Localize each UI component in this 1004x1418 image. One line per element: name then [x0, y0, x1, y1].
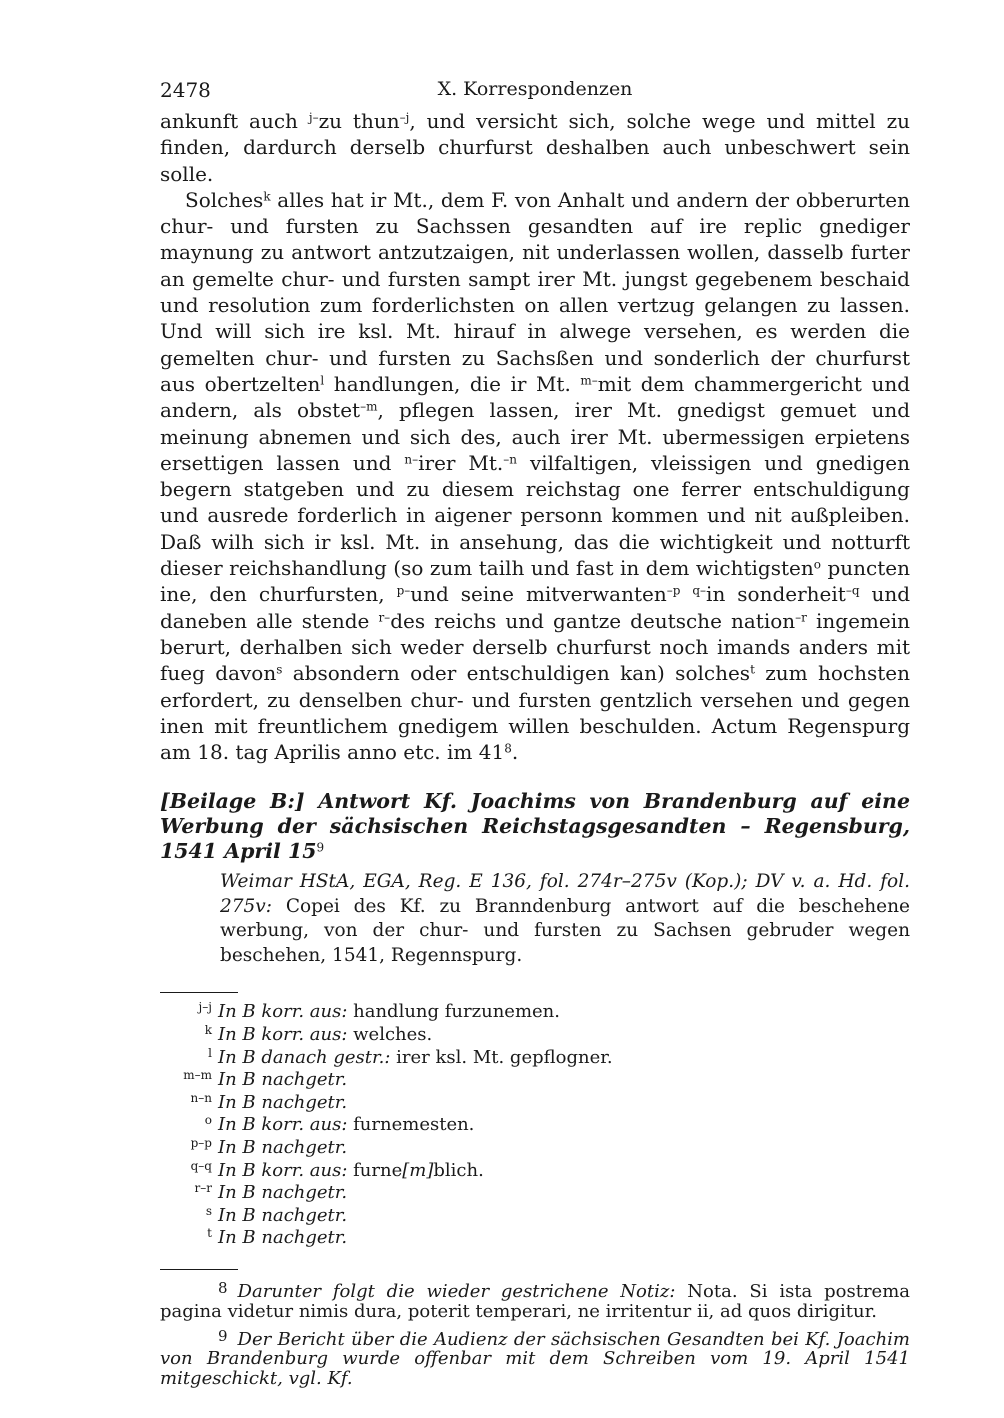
apparatus-mark: o	[813, 557, 821, 572]
paragraph-1	[160, 108, 910, 187]
note-mark: n–n	[190, 1090, 212, 1105]
text-run: des reichs und gantze deutsche nation	[390, 608, 796, 633]
note-italic: In B korr. aus:	[218, 1114, 348, 1136]
source-citation: Weimar HStA, EGA, Reg. E 136, fol. 274r–275v (Kop.); DV v. a. Hd. fol. 275v:	[220, 871, 910, 917]
text-run: und daneben alle stende	[160, 582, 911, 633]
text-run: mit dem chammergericht und andern, als obstet	[160, 371, 911, 423]
text-run: ankunft auch	[160, 109, 309, 133]
apparatus-note	[160, 1205, 910, 1228]
note-italic: [m]	[402, 1159, 434, 1181]
text-run: handlungen, die ir Mt.	[324, 371, 581, 396]
note-mark: s	[205, 1203, 212, 1218]
note-mark: q–q	[190, 1158, 212, 1173]
apparatus-mark: –q	[845, 583, 860, 598]
note-italic: In B nachgetr.	[218, 1182, 348, 1204]
footnote-9	[160, 1326, 910, 1390]
text-run: zu thun	[318, 109, 400, 133]
note-italic: In B nachgetr.	[218, 1136, 348, 1158]
apparatus-note	[160, 1047, 910, 1070]
footnote-text: Nota. Si ista postrema pagina videtur nimis dura, poterit temperari, ne irritentur ii, ad quos dirigitur.	[160, 1280, 911, 1322]
apparatus-mark: –j	[399, 110, 410, 125]
apparatus-mark: q–	[692, 583, 707, 598]
apparatus-mark: n–	[404, 452, 419, 467]
apparatus-mark: –n	[503, 452, 518, 467]
note-mark: o	[204, 1113, 212, 1128]
note-text: furne	[347, 1159, 403, 1181]
note-italic: In B korr. aus:	[218, 1024, 348, 1046]
apparatus-mark: j–	[308, 110, 319, 125]
apparatus-mark: –r	[795, 610, 807, 625]
paragraph-2	[160, 187, 910, 766]
text-run: absondern oder entschuldigen kan) solches	[282, 661, 751, 686]
document-page	[160, 78, 910, 1393]
apparatus-mark: t	[750, 662, 755, 677]
page-header	[160, 78, 910, 108]
main-text	[160, 108, 910, 765]
source-note	[220, 870, 910, 968]
note-italic: In B nachgetr.	[218, 1204, 348, 1226]
apparatus-mark: k	[263, 189, 271, 204]
note-mark: k	[204, 1023, 212, 1038]
note-mark: p–p	[190, 1135, 212, 1150]
text-run: irer Mt.	[418, 450, 504, 475]
note-italic: In B nachgetr.	[218, 1091, 348, 1113]
section-heading	[160, 789, 910, 864]
footnote-italic: Darunter folgt die wieder gestrichene Notiz:	[237, 1280, 676, 1302]
text-run: in sonderheit	[706, 582, 846, 607]
footnote-number: 9	[218, 1326, 228, 1345]
footnote-number: 8	[218, 1278, 228, 1297]
text-run: zum hochsten erfordert, zu denselben chur- und fursten gentzlich versehen und gegen inen mit freuntlichem gnedigem willen beschulden. Actum Regenspurg am 18. tag Aprilis anno etc. im 41	[160, 661, 910, 765]
apparatus-note	[160, 1024, 910, 1047]
apparatus-mark: p–	[396, 583, 411, 598]
apparatus-mark: –m	[360, 399, 378, 414]
apparatus-note	[160, 1069, 910, 1092]
note-text: furnemesten.	[347, 1114, 475, 1136]
footnote-8	[160, 1278, 910, 1322]
text-run: und seine mitverwanten	[410, 582, 667, 607]
apparatus-note	[160, 1114, 910, 1137]
apparatus-divider	[160, 992, 238, 993]
source-description: Copei des Kf. zu Branndenburg antwort auf die beschehene werbung, von der chur- und fursten zu Sachsen gebruder wegen beschehen, 1541, Regennspurg.	[220, 895, 910, 966]
apparatus-note	[160, 1137, 910, 1160]
text-run: Solches	[185, 187, 264, 212]
apparatus-note	[160, 1182, 910, 1205]
note-italic: In B korr. aus:	[218, 1001, 348, 1023]
page-number: 2478	[160, 78, 211, 102]
footnote-ref: 9	[316, 840, 325, 855]
text-run: .	[511, 740, 519, 765]
text-run: , und versicht sich, solche wege und mittel zu finden, dardurch derselb churfurst deshalben auch unbeschwert sein solle.	[160, 109, 910, 186]
note-mark: l	[208, 1045, 212, 1060]
apparatus-mark: m–	[580, 373, 598, 388]
note-mark: m–m	[183, 1068, 212, 1083]
apparatus-note	[160, 1092, 910, 1115]
note-text: blich.	[433, 1159, 484, 1181]
text-run: puncten ine, den churfursten,	[160, 556, 910, 607]
note-mark: r–r	[194, 1181, 212, 1196]
apparatus-mark: s	[276, 662, 283, 677]
footnote-divider	[160, 1269, 238, 1270]
apparatus-mark: l	[320, 373, 325, 388]
note-italic: In B korr. aus:	[218, 1159, 348, 1181]
apparatus-mark: r–	[378, 610, 391, 625]
apparatus-notes	[160, 1001, 910, 1250]
note-text: welches.	[347, 1024, 433, 1046]
text-run: vilfaltigen, vleissigen und gnedigen begern statgeben und zu diesem reichstag one ferrer entschuldigung und ausrede forderlich in aigener personn kommen und nit außpleiben. Daß wilh sich ir ksl. Mt. in ansehung, das die wichtigkeit und notturft dieser reichshandlung (so zum tailh und fast in dem wichtigsten	[160, 450, 911, 581]
note-text: handlung furzunemen.	[347, 1001, 560, 1023]
note-italic: In B nachgetr.	[218, 1069, 348, 1091]
note-italic: In B danach gestr.:	[218, 1046, 391, 1068]
text-run: , pflegen lassen, irer Mt. gnedigst gemuet und meinung abnemen und sich des, auch irer Mt. ubermessigen erpietens ersettigen lassen und	[160, 398, 911, 475]
note-mark: t	[207, 1226, 212, 1241]
apparatus-note	[160, 1160, 910, 1183]
text-run	[680, 582, 692, 606]
apparatus-note	[160, 1227, 910, 1250]
section-heading-text: [Beilage B:] Antwort Kf. Joachims von Brandenburg auf eine Werbung der sächsischen Reichstagsgesandten – Regensburg, 1541 April 15	[160, 789, 910, 864]
text-run: ingemein berurt, derhalben sich weder derselb churfurst noch imands anders mit fueg davon	[160, 608, 910, 686]
running-title: X. Korrespondenzen	[437, 78, 633, 100]
text-run: alles hat ir Mt., dem F. von Anhalt und andern der obberurten chur- und fursten zu Sachssen gesandten auf ire replic gnediger maynung zu antwort antzutzaigen, nit underlassen wollen, dasselb furter an gemelte chur- und fursten sampt irer Mt. jungst gegebenem beschaid und resolution zum forderlichsten on allen vertzug gelangen zu lassen. Und will sich ire ksl. Mt. hirauf in alwege versehen, es werden die gemelten chur- und fursten zu Sachsßen und sonderlich der churfurst aus obertzelten	[160, 187, 910, 396]
note-mark: j–j	[198, 1000, 212, 1015]
note-italic: In B nachgetr.	[218, 1227, 348, 1249]
footnote-italic: Der Bericht über die Audienz der sächsischen Gesandten bei Kf. Joachim von Brandenburg wurde offenbar mit dem Schreiben vom 19. April 1541 mitgeschickt, vgl. Kf.	[160, 1328, 910, 1390]
apparatus-mark: –p	[666, 583, 681, 598]
apparatus-note	[160, 1001, 910, 1024]
footnote-ref: 8	[504, 741, 512, 756]
note-text: irer ksl. Mt. gepflogner.	[390, 1046, 613, 1068]
